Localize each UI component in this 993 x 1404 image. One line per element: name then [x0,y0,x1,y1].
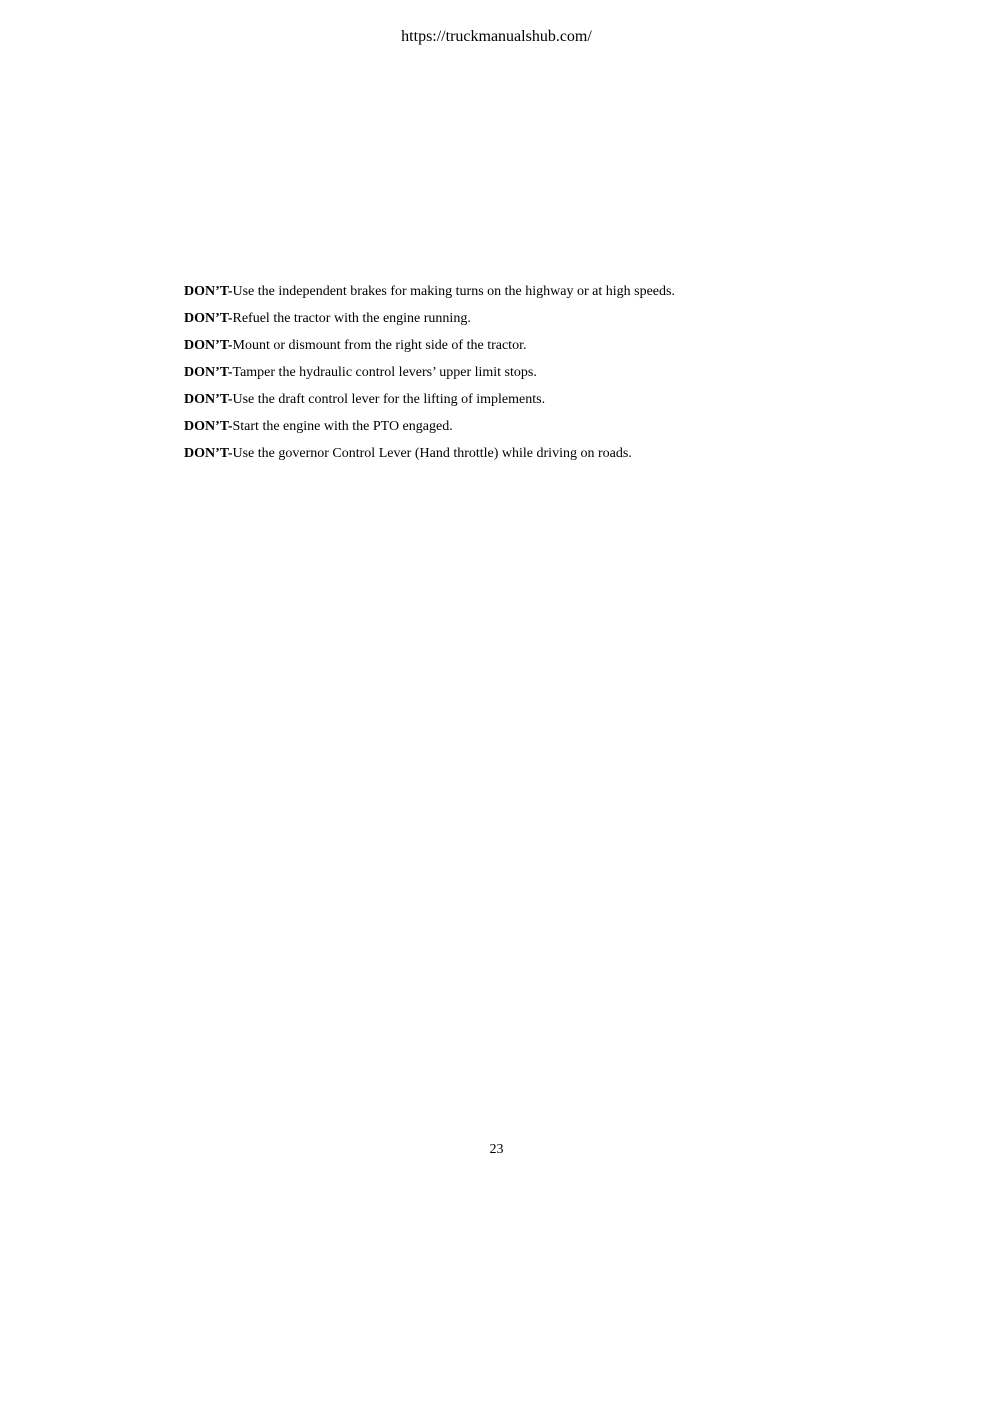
dont-prefix: DON’T- [184,311,233,326]
dont-text: Use the draft control lever for the lifting of implements. [232,392,546,407]
dont-list [184,282,884,471]
dont-text: Mount or dismount from the right side of the tractor. [232,338,527,353]
dont-prefix: DON’T- [184,284,233,299]
list-item [184,417,884,444]
dont-text: Refuel the tractor with the engine running. [232,311,471,326]
list-item [184,444,884,471]
dont-prefix: DON’T- [184,446,233,461]
list-item [184,363,884,390]
page-number: 23 [489,1142,504,1157]
dont-text: Use the independent brakes for making turns on the highway or at high speeds. [232,284,675,299]
dont-text: Use the governor Control Lever (Hand throttle) while driving on roads. [232,446,632,461]
dont-prefix: DON’T- [184,392,233,407]
header-url: https://truckmanualshub.com/ [401,28,592,45]
list-item [184,390,884,417]
list-item [184,336,884,363]
dont-prefix: DON’T- [184,419,233,434]
dont-text: Tamper the hydraulic control levers’ upper limit stops. [232,365,537,380]
dont-text: Start the engine with the PTO engaged. [232,419,453,434]
dont-prefix: DON’T- [184,338,233,353]
dont-prefix: DON’T- [184,365,233,380]
list-item [184,282,884,309]
list-item [184,309,884,336]
